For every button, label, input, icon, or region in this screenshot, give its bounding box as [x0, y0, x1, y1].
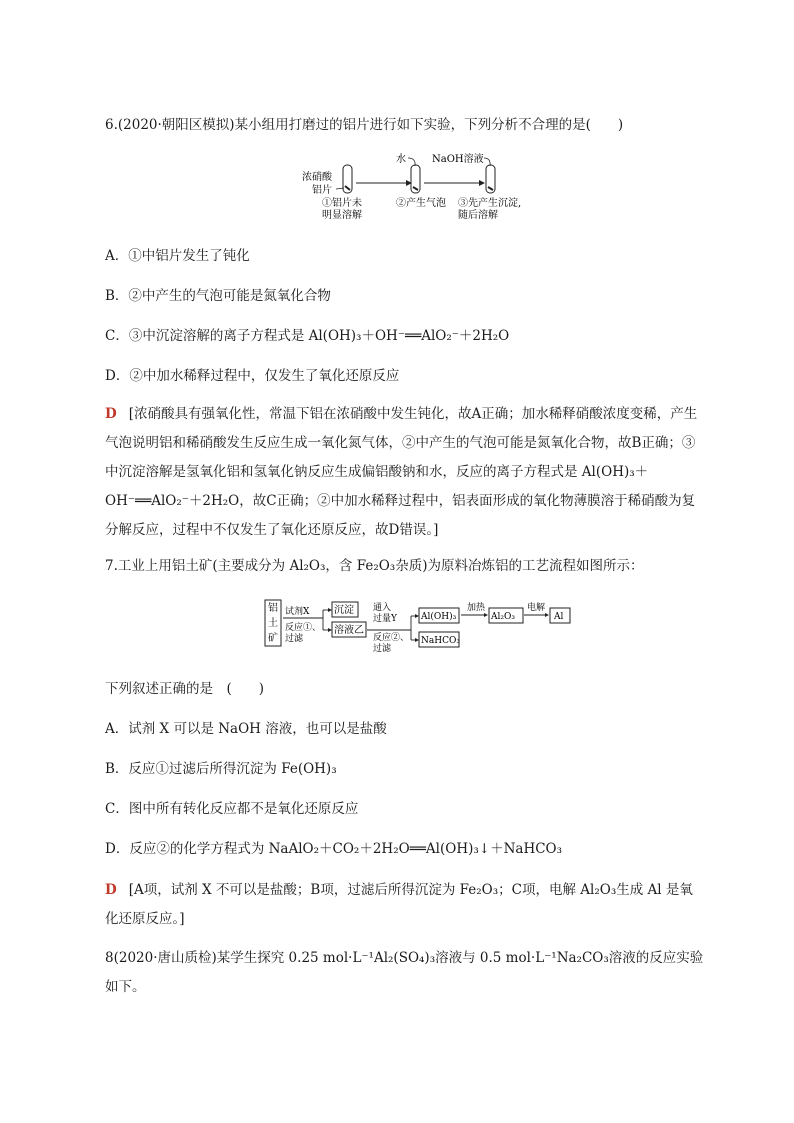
q7-stem	[105, 557, 643, 575]
q6-stem-text: 某小组用打磨过的铝片进行如下实验，下列分析不合理的是( )	[234, 117, 624, 133]
label-reaction2-b: 过滤	[373, 644, 392, 654]
label-conc-nitric: 浓硝酸	[302, 172, 332, 183]
q6-number: 6.	[105, 117, 118, 133]
label-solution-b: 溶液乙	[334, 625, 364, 636]
q7-option-d: D．反应②的化学方程式为 NaAlO₂＋CO₂＋2H₂O══Al(OH)₃↓＋NaHCO₃	[105, 841, 563, 857]
q6-experiment-figure	[298, 150, 538, 228]
q7-option-b: B．反应①过滤后所得沉淀为 Fe(OH)₃	[105, 761, 337, 777]
q6-answer: D	[105, 406, 117, 422]
label-water: 水	[396, 154, 406, 165]
label-al-sheet: 铝片	[312, 185, 332, 196]
caption-step1-l2: 明显溶解	[322, 210, 362, 221]
caption-step2: ②产生气泡	[396, 198, 446, 209]
q6-option-b: B．②中产生的气泡可能是氮氧化合物	[105, 288, 331, 304]
caption-step1-l1: ①铝片未	[322, 198, 362, 209]
q6-option-a: A．①中铝片发生了钝化	[105, 248, 250, 264]
label-reaction2-a: 反应②、	[373, 633, 410, 643]
label-electrolysis: 电解	[527, 603, 546, 613]
q6-option-c: C．③中沉淀溶解的离子方程式是 Al(OH)₃＋OH⁻══AlO₂⁻＋2H₂O	[105, 328, 510, 344]
q7-prompt: 下列叙述正确的是 ( )	[105, 681, 265, 697]
q7-explanation	[105, 876, 705, 934]
q6-source: (2020·朝阳区模拟)	[117, 117, 235, 133]
label-excess-y: 过量Y	[373, 614, 397, 624]
q6-stem	[105, 116, 623, 134]
caption-step3-l2: 随后溶解	[458, 210, 498, 221]
label-heat: 加热	[467, 603, 486, 613]
label-reaction1-a: 反应①、	[285, 623, 322, 633]
caption-step3-l1: ③先产生沉淀,	[458, 198, 522, 209]
q7-stem-text: 工业上用铝土矿(主要成分为 Al₂O₃，含 Fe₂O₃杂质)为原料冶炼铝的工艺流程如图所示：	[117, 558, 644, 574]
label-reagent-x: 试剂X	[285, 607, 310, 617]
label-naoh: NaOH溶液	[432, 154, 484, 165]
q7-option-c: C．图中所有转化反应都不是氧化还原反应	[105, 801, 359, 817]
ore-char-2: 土	[268, 618, 278, 629]
label-nahco3: NaHCO₃	[421, 636, 460, 646]
label-al: Al	[554, 612, 564, 622]
q6-option-d: D．②中加水稀释过程中，仅发生了氧化还原反应	[105, 368, 400, 384]
label-reaction1-b: 过滤	[285, 634, 304, 644]
ore-char-1: 铝	[268, 603, 278, 614]
ore-char-3: 矿	[268, 633, 278, 644]
q7-option-a: A．试剂 X 可以是 NaOH 溶液，也可以是盐酸	[105, 721, 387, 737]
label-pass-in: 通入	[373, 603, 392, 613]
label-al2o3: Al₂O₃	[491, 612, 515, 622]
q6-explanation	[105, 400, 705, 545]
label-precipitate: 沉淀	[334, 605, 354, 616]
q7-number: 7.	[105, 558, 118, 574]
label-aloh3: Al(OH)₃	[421, 612, 457, 622]
q7-answer: D	[105, 882, 117, 898]
q6-explanation-text: [浓硝酸具有强氧化性，常温下铝在浓硝酸中发生钝化，故A正确；加水稀释硝酸浓度变稀，产生气泡说明铝和稀硝酸发生反应生成一氧化氮气体，②中产生的气泡可能是氮氧化合物，故B正确；③中沉淀溶解是氢氧化铝和氢氧化钠反应生成偏铝酸钠和水，反应的离子方程式是 Al(OH)₃＋OH⁻══AlO₂⁻＋2H₂O，故C正确；②中加水稀释过程中，铝表面形成的氧化物薄膜溶于稀硝酸为复分解反应，过程中不仅发生了氧化还原反应，故D错误。]	[105, 406, 698, 538]
q8-stem: 8(2020·唐山质检)某学生探究 0.25 mol·L⁻¹Al₂(SO₄)₃溶液与 0.5 mol·L⁻¹Na₂CO₃溶液的反应实验如下。	[105, 950, 704, 995]
q7-process-flow	[263, 598, 573, 656]
q7-explanation-text: [A项，试剂 X 不可以是盐酸；B项，过滤后所得沉淀为 Fe₂O₃；C项，电解 Al₂O₃生成 Al 是氧化还原反应。]	[105, 882, 693, 927]
